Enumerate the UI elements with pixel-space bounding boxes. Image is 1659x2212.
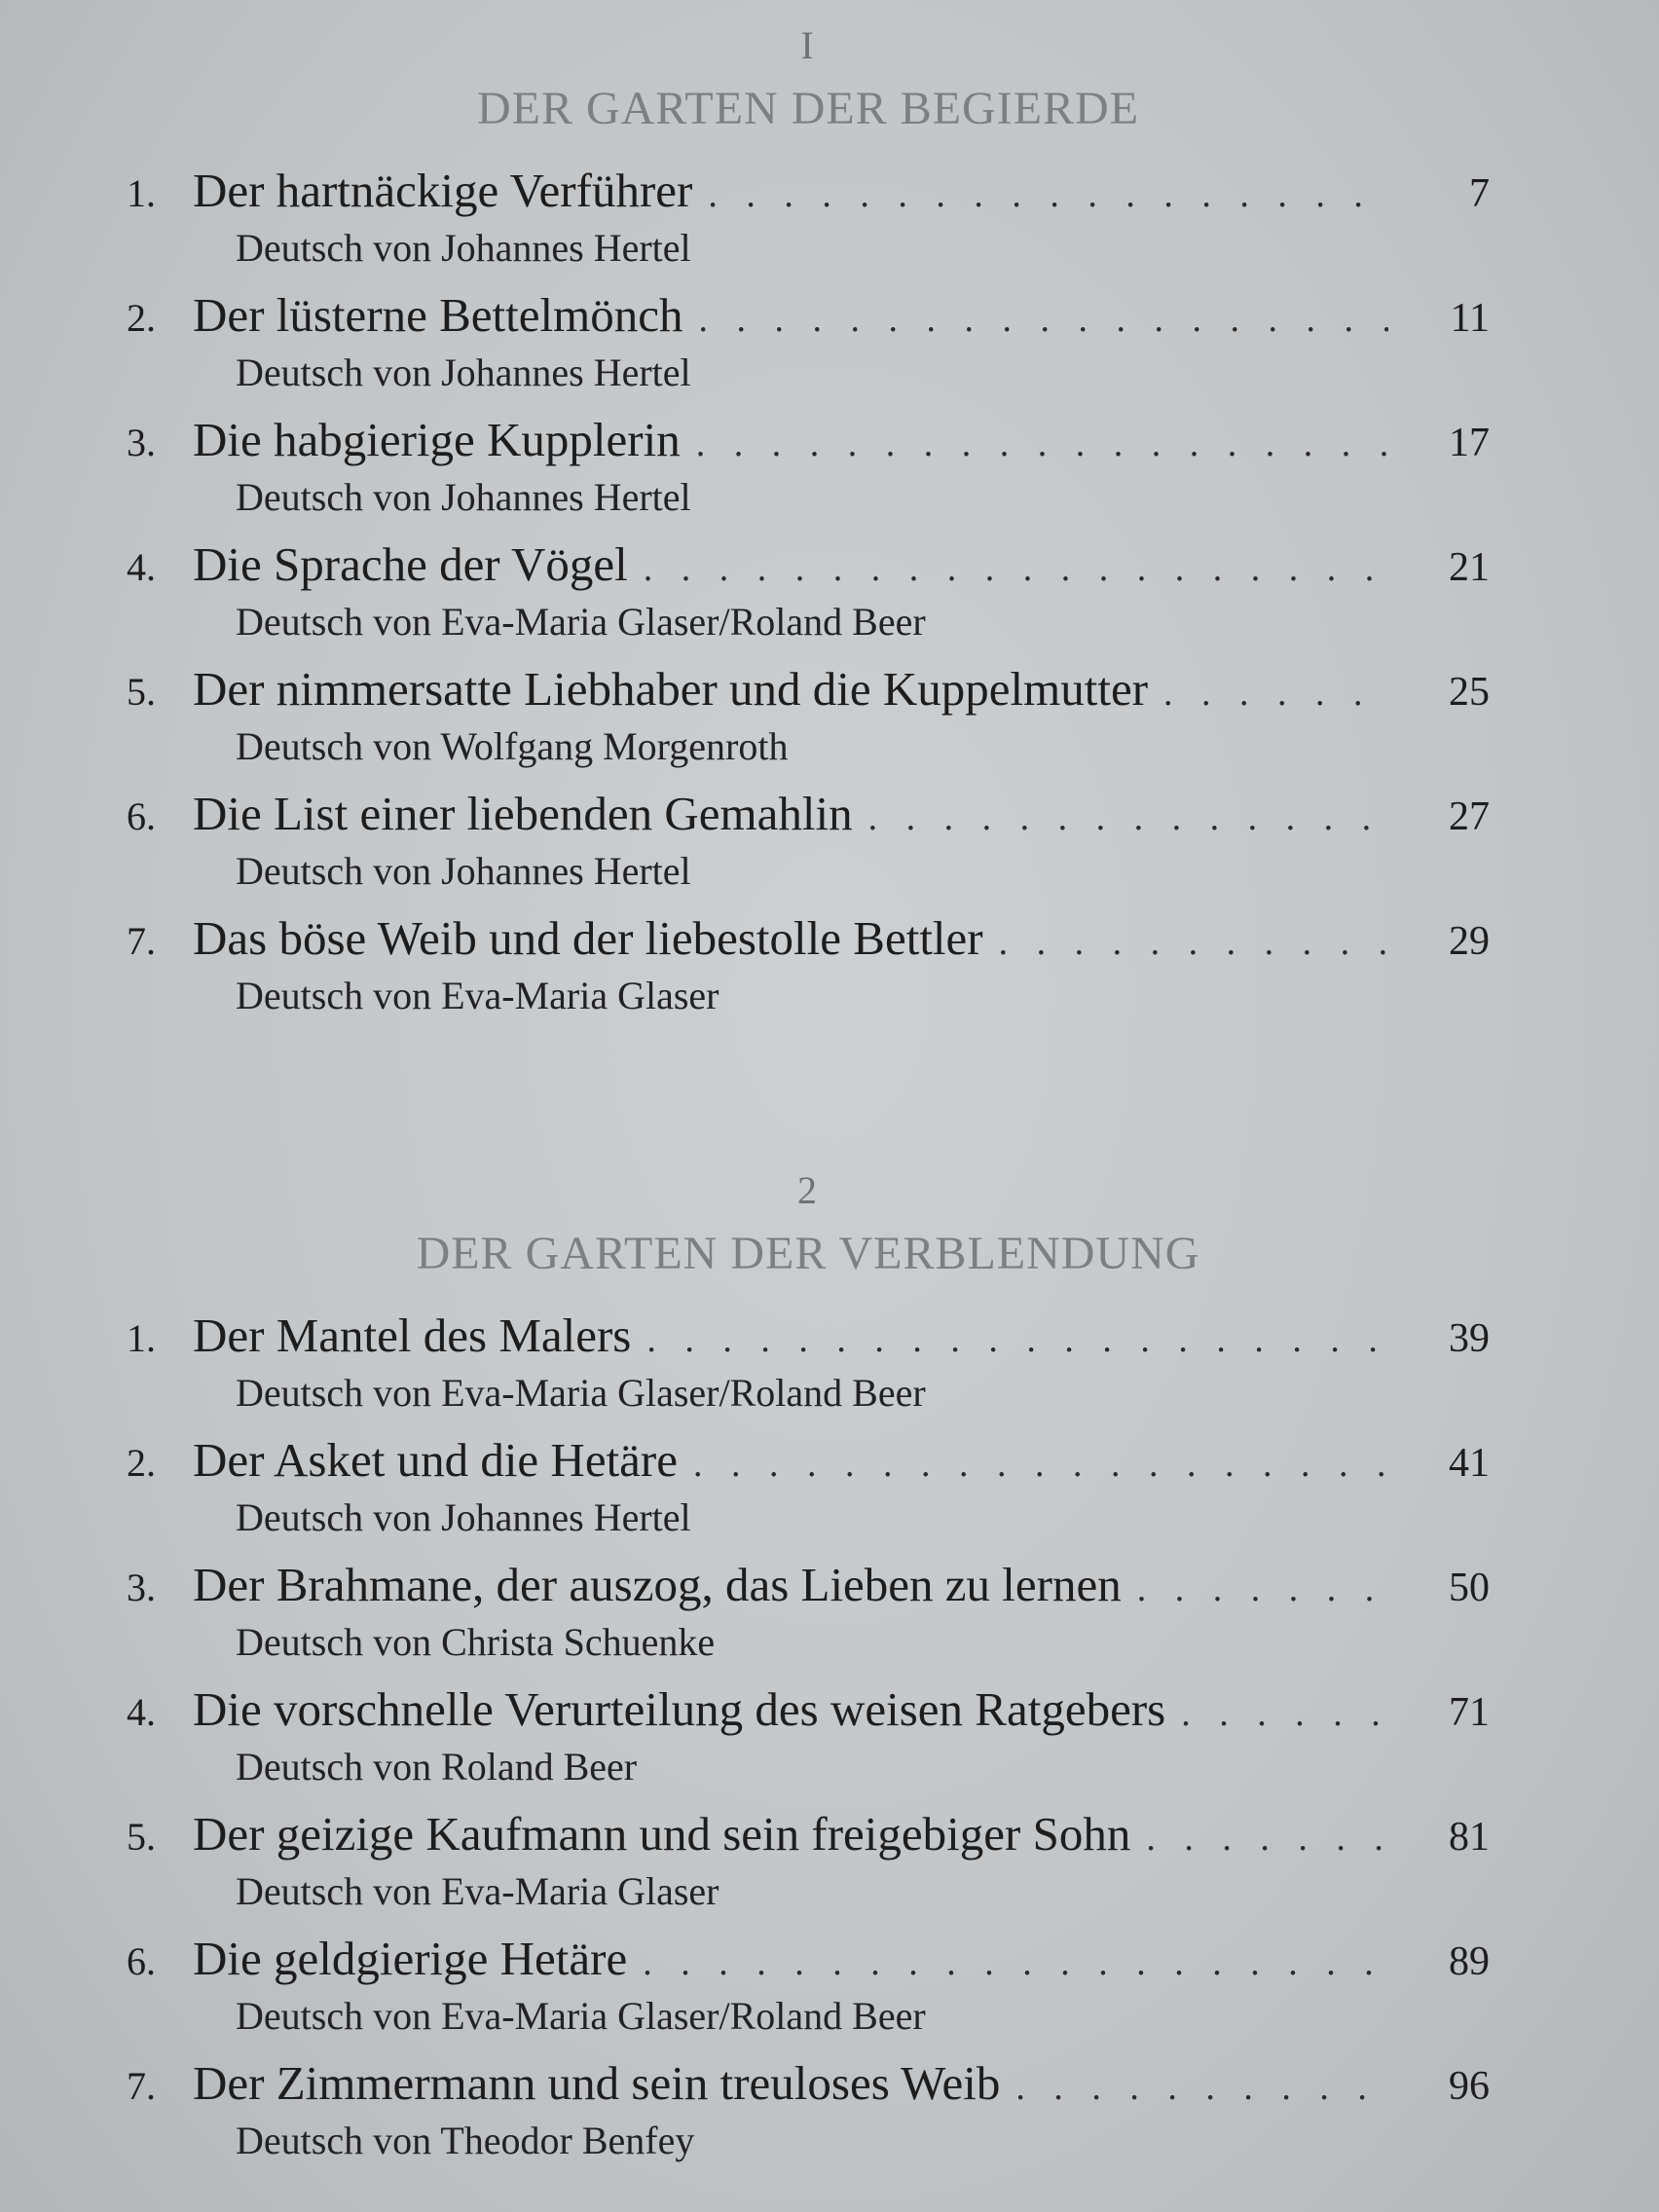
entry-title: Der nimmersatte Liebhaber und die Kuppelmutter [193, 662, 1149, 716]
toc-entry[interactable] [127, 1429, 1490, 1554]
entry-number: 1. [127, 171, 156, 215]
entry-page-number: 27 [1449, 794, 1490, 839]
entry-translator: Deutsch von Eva-Maria Glaser [236, 1869, 719, 1913]
entry-title: Die List einer liebenden Gemahlin [193, 787, 853, 840]
entry-translator: Deutsch von Johannes Hertel [236, 226, 691, 270]
toc-entry[interactable] [127, 1305, 1490, 1429]
entry-translator: Deutsch von Eva-Maria Glaser/Roland Beer [236, 1994, 926, 2038]
entry-page-number: 29 [1449, 919, 1490, 964]
entry-number: 5. [127, 670, 156, 714]
dot-leader [1015, 2056, 1388, 2119]
entry-page-number: 7 [1469, 171, 1490, 216]
entry-number: 6. [127, 1939, 156, 1983]
toc-entry[interactable] [127, 1803, 1490, 1928]
section-1 [127, 19, 1490, 1032]
entry-title: Die habgierige Kupplerin [193, 413, 681, 466]
entry-page-number: 96 [1449, 2064, 1490, 2109]
entry-title: Der Zimmermann und sein treuloses Weib [193, 2056, 1001, 2110]
entry-title: Das böse Weib und der liebestolle Bettler [193, 911, 983, 965]
entry-number: 2. [127, 1441, 156, 1485]
dot-leader [643, 1932, 1388, 1994]
entry-translator: Deutsch von Johannes Hertel [236, 475, 691, 519]
entry-title: Der geizige Kaufmann und sein freigebiger Sohn [193, 1807, 1131, 1861]
entry-title: Der hartnäckige Verführer [193, 164, 693, 217]
entry-page-number: 25 [1449, 670, 1490, 715]
entry-translator: Deutsch von Johannes Hertel [236, 350, 691, 394]
entry-page-number: 41 [1449, 1441, 1490, 1486]
entry-page-number: 81 [1449, 1815, 1490, 1860]
toc-entry[interactable] [127, 160, 1490, 284]
toc-entry[interactable] [127, 783, 1490, 907]
entry-translator: Deutsch von Theodor Benfey [236, 2119, 695, 2162]
entry-page-number: 17 [1449, 421, 1490, 465]
entry-number: 7. [127, 919, 156, 963]
entry-page-number: 11 [1450, 296, 1490, 341]
toc-entry[interactable] [127, 1678, 1490, 1803]
toc-entry[interactable] [127, 1554, 1490, 1678]
dot-leader [693, 1433, 1388, 1495]
entry-number: 3. [127, 1566, 156, 1609]
section-number: I [800, 23, 816, 67]
entry-title: Die geldgierige Hetäre [193, 1932, 628, 1985]
toc-entry[interactable] [127, 1928, 1490, 2052]
entry-page-number: 21 [1449, 545, 1490, 590]
entry-title: Die vorschnelle Verurteilung des weisen Ratgebers [193, 1682, 1166, 1736]
entry-translator: Deutsch von Eva-Maria Glaser/Roland Beer [236, 1371, 926, 1415]
entry-translator: Deutsch von Johannes Hertel [236, 1495, 691, 1539]
entry-translator: Deutsch von Johannes Hertel [236, 849, 691, 893]
dot-leader [696, 413, 1388, 475]
entry-translator: Deutsch von Eva-Maria Glaser/Roland Beer [236, 600, 926, 644]
entry-title: Die Sprache der Vögel [193, 537, 628, 591]
entry-title: Der Mantel des Malers [193, 1309, 632, 1362]
entry-translator: Deutsch von Christa Schuenke [236, 1620, 716, 1664]
toc-entry[interactable] [127, 2052, 1490, 2177]
entry-number: 7. [127, 2064, 156, 2108]
entry-translator: Deutsch von Roland Beer [236, 1745, 638, 1788]
entry-number: 5. [127, 1815, 156, 1859]
dot-leader [999, 911, 1388, 974]
dot-leader [708, 164, 1388, 226]
dot-leader [868, 787, 1388, 849]
dot-leader [646, 1309, 1388, 1371]
section-title: DER GARTEN DER VERBLENDUNG [416, 1228, 1200, 1279]
section-number: 2 [797, 1168, 819, 1212]
entry-number: 6. [127, 794, 156, 838]
entry-translator: Deutsch von Wolfgang Morgenroth [236, 724, 789, 768]
entry-number: 1. [127, 1316, 156, 1360]
toc-entry[interactable] [127, 658, 1490, 783]
dot-leader [698, 288, 1388, 350]
entry-title: Der Brahmane, der auszog, das Lieben zu lernen [193, 1558, 1122, 1611]
section-2 [127, 1164, 1490, 2177]
entry-number: 4. [127, 545, 156, 589]
entry-title: Der lüsterne Bettelmönch [193, 288, 683, 342]
entry-translator: Deutsch von Eva-Maria Glaser [236, 974, 719, 1017]
dot-leader [1163, 662, 1388, 724]
toc-entry[interactable] [127, 907, 1490, 1032]
entry-page-number: 89 [1449, 1939, 1490, 1984]
entry-number: 4. [127, 1690, 156, 1734]
entry-number: 2. [127, 296, 156, 340]
dot-leader [1181, 1682, 1388, 1745]
entry-title: Der Asket und die Hetäre [193, 1433, 678, 1487]
dot-leader [1137, 1558, 1388, 1620]
entry-number: 3. [127, 421, 156, 464]
entry-page-number: 71 [1449, 1690, 1490, 1735]
dot-leader [644, 537, 1388, 600]
dot-leader [1146, 1807, 1388, 1869]
entry-page-number: 50 [1449, 1566, 1490, 1610]
section-title: DER GARTEN DER BEGIERDE [476, 83, 1140, 134]
toc-entry[interactable] [127, 284, 1490, 409]
entry-page-number: 39 [1449, 1316, 1490, 1361]
toc-entry[interactable] [127, 409, 1490, 534]
toc-entry[interactable] [127, 534, 1490, 658]
